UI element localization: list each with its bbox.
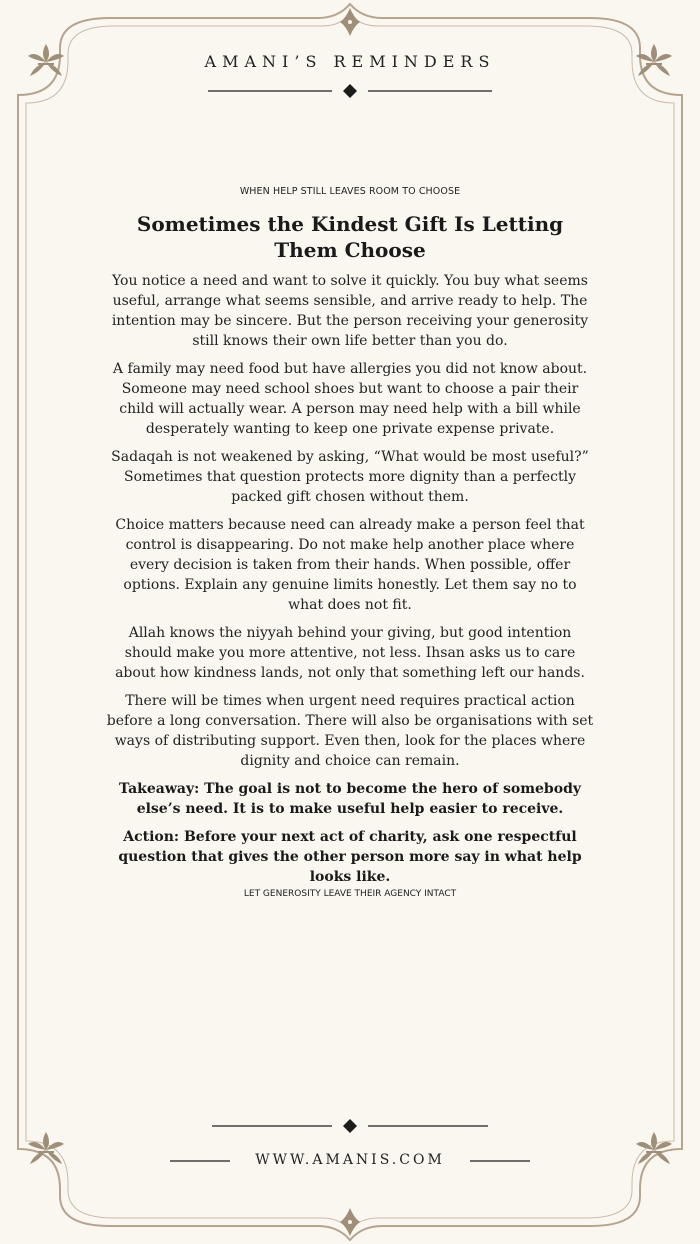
- paragraph: Sadaqah is not weakened by asking, “What would be most useful?” Sometimes that question protects more dignity than a perfectly packed gift chosen without them.: [111, 449, 589, 505]
- paragraph: Allah knows the niyyah behind your giving, but good intention should make you more attentive, not less. Ihsan asks us to care about how kindness lands, not only that something left our hands.: [115, 625, 585, 681]
- action-text: Action: Before your next act of charity, ask one respectful question that gives the other person more say in what help looks like.: [118, 829, 582, 885]
- article-kicker: WHEN HELP STILL LEAVES ROOM TO CHOOSE: [239, 186, 461, 197]
- footer-divider: [212, 1119, 488, 1133]
- article-headline: Sometimes the Kindest Gift Is Letting Them Choose: [136, 212, 564, 262]
- header-divider: [208, 84, 492, 98]
- closing-line: LET GENEROSITY LEAVE THEIR AGENCY INTACT: [243, 889, 457, 899]
- paragraph: A family may need food but have allergies you did not know about. Someone may need school shoes but want to choose a pair their child will actually wear. A person may need help with a bill while desperately wanting to keep one private expense private.: [112, 361, 588, 437]
- paragraph: You notice a need and want to solve it quickly. You buy what seems useful, arrange what seems sensible, and arrive ready to help. The intention may be sincere. But the person receiving your generosity still knows their own life better than you do.: [111, 273, 589, 349]
- diamond-icon: [343, 1119, 357, 1133]
- takeaway-text: Takeaway: The goal is not to become the hero of somebody else’s need. It is to make useful help easier to receive.: [119, 781, 581, 817]
- paragraph: Choice matters because need can already make a person feel that control is disappearing. Do not make help another place where every decision is taken from their hands. When possible, offer options. Explain any genuine limits honestly. Let them say no to what does not fit.: [115, 517, 585, 613]
- paragraph: There will be times when urgent need requires practical action before a long conversation. There will also be organisations with set ways of distributing support. Even then, look for the places where dignity and choice can remain.: [106, 693, 594, 769]
- bottom-ornament-icon: [340, 1208, 360, 1236]
- brand-title: AMANI’S REMINDERS: [204, 52, 496, 71]
- top-ornament-icon: [340, 8, 360, 36]
- diamond-icon: [343, 84, 357, 98]
- article-content: [105, 186, 595, 899]
- website-url: WWW.AMANIS.COM: [255, 1152, 445, 1168]
